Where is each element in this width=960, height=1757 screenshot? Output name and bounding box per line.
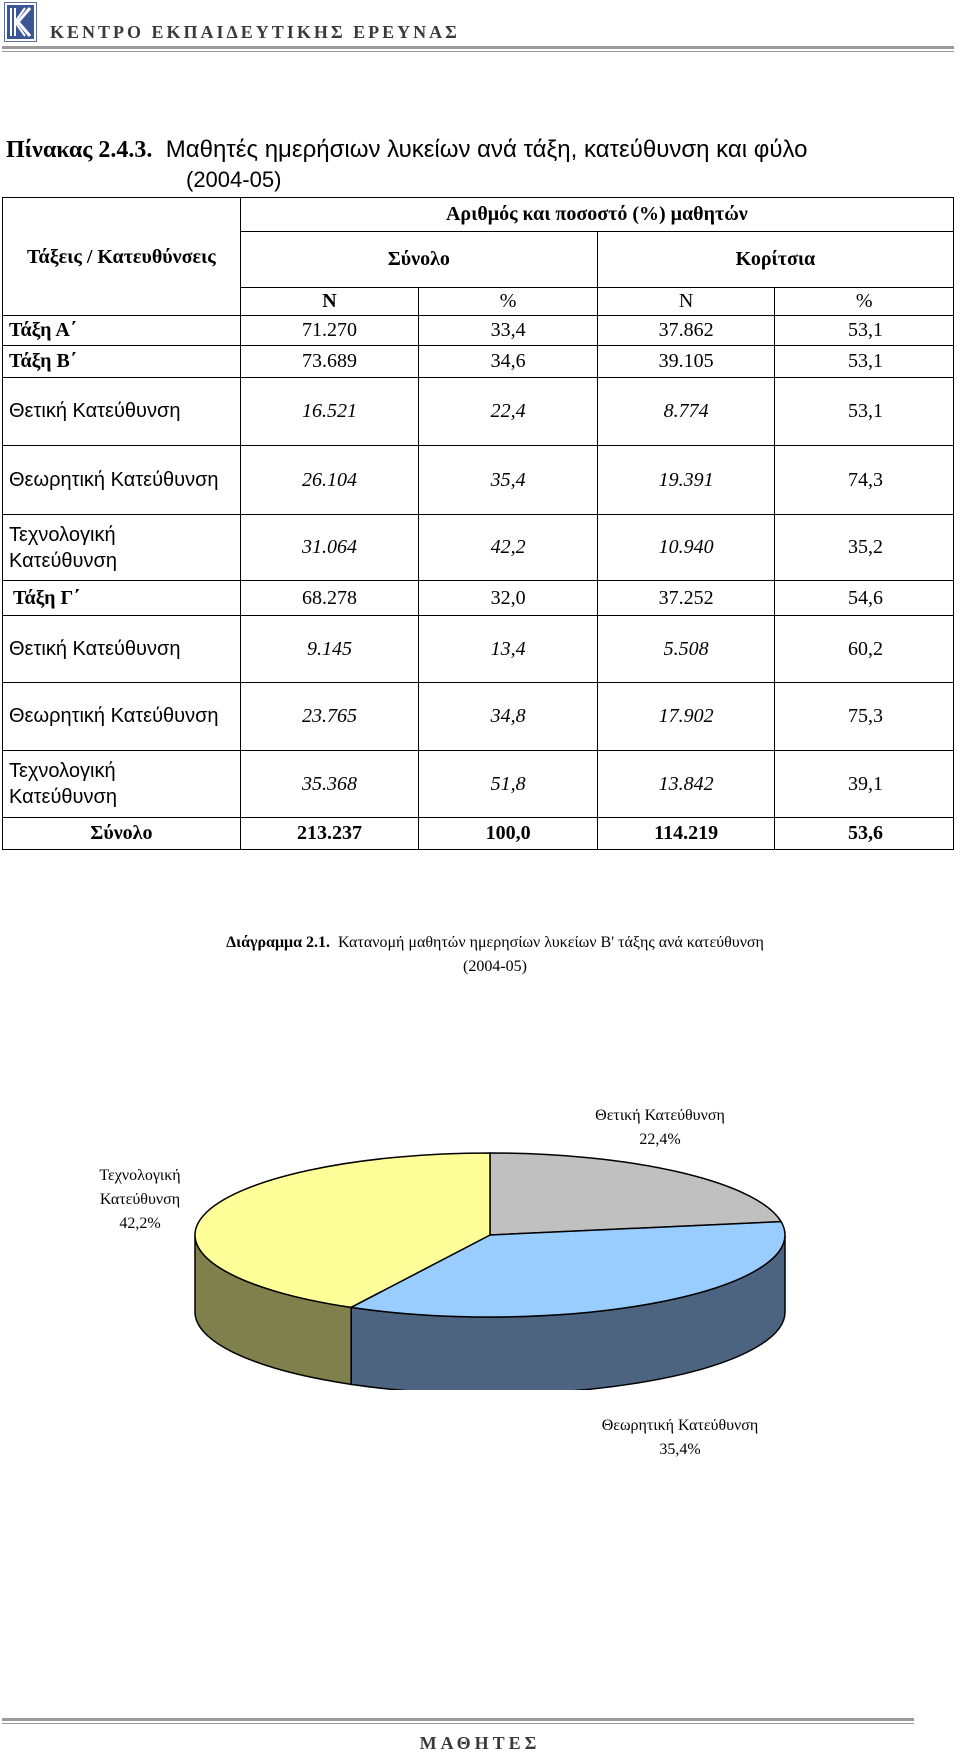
cell-girls-n: 8.774 [597, 378, 774, 446]
label-tech-name2: Κατεύθυνση [99, 1191, 181, 1208]
cell-n: 73.689 [240, 346, 419, 378]
cell-pct: 100,0 [419, 818, 598, 850]
footer-section-title: ΜΑΘΗΤΕΣ [419, 1733, 541, 1753]
diagram-title-text: Κατανομή μαθητών ημερησίων λυκείων Β' τάξης ανά κατεύθυνση [338, 934, 764, 951]
cell-pct: 34,8 [419, 683, 598, 751]
row-label: Τάξη Β΄ [3, 346, 241, 378]
cell-girls-n: 13.842 [597, 751, 774, 818]
cell-pct: 13,4 [419, 616, 598, 683]
cell-girls-pct: 53,6 [775, 818, 954, 850]
label-thetiki-pct: 22,4% [639, 1131, 681, 1148]
cell-n: 213.237 [240, 818, 419, 850]
cell-n: 23.765 [240, 683, 419, 751]
table-number: Πίνακας 2.4.3. [6, 137, 153, 163]
cell-girls-n: 19.391 [597, 446, 774, 515]
table-row [3, 581, 954, 616]
cell-n: 31.064 [240, 515, 419, 581]
cell-girls-pct: 54,6 [775, 581, 954, 616]
table-total-row [3, 818, 954, 850]
cell-girls-pct: 39,1 [775, 751, 954, 818]
cell-girls-pct: 53,1 [775, 346, 954, 378]
table-row [3, 515, 954, 581]
cell-girls-pct: 53,1 [775, 316, 954, 346]
cell-girls-n: 114.219 [597, 818, 774, 850]
cell-pct: 35,4 [419, 446, 598, 515]
row-label: Τεχνολογική Κατεύθυνση [3, 751, 241, 818]
col-total-header: Σύνολο [240, 232, 597, 288]
cell-n: 35.368 [240, 751, 419, 818]
table-row [3, 346, 954, 378]
cell-pct: 34,6 [419, 346, 598, 378]
cell-girls-n: 37.862 [597, 316, 774, 346]
header-rule-thin [2, 51, 954, 52]
diagram-period: (2004-05) [463, 958, 527, 975]
footer-rule [2, 1718, 914, 1721]
cell-pct: 32,0 [419, 581, 598, 616]
table-row [3, 316, 954, 346]
students-table [2, 197, 954, 850]
cell-girls-pct: 75,3 [775, 683, 954, 751]
cell-pct: 22,4 [419, 378, 598, 446]
subheader-girls-n: Ν [597, 288, 774, 316]
cell-n: 26.104 [240, 446, 419, 515]
table-row [3, 683, 954, 751]
cell-girls-pct: 35,2 [775, 515, 954, 581]
cell-girls-n: 5.508 [597, 616, 774, 683]
row-label: Θεωρητική Κατεύθυνση [3, 446, 241, 515]
cell-n: 16.521 [240, 378, 419, 446]
col-girls-header: Κορίτσια [597, 232, 953, 288]
label-tech-pct: 42,2% [119, 1215, 161, 1232]
subheader-girls-pct: % [775, 288, 954, 316]
label-thetiki [560, 1104, 760, 1152]
subheader-pct: % [419, 288, 598, 316]
row-label: Τάξη Γ΄ [3, 581, 241, 616]
row-label: Τάξη Α΄ [3, 316, 241, 346]
cell-girls-pct: 60,2 [775, 616, 954, 683]
cell-girls-n: 10.940 [597, 515, 774, 581]
row-label: Θετική Κατεύθυνση [3, 378, 241, 446]
group-header: Αριθμός και ποσοστό (%) μαθητών [240, 198, 953, 232]
table-row [3, 751, 954, 818]
cell-girls-pct: 74,3 [775, 446, 954, 515]
diagram-number: Διάγραμμα 2.1. [226, 934, 331, 951]
subheader-n: Ν [240, 288, 419, 316]
row-header: Τάξεις / Κατευθύνσεις [3, 198, 241, 316]
cell-pct: 51,8 [419, 751, 598, 818]
label-tech-name1: Τεχνολογική [99, 1167, 181, 1184]
cell-girls-n: 17.902 [597, 683, 774, 751]
table-title [6, 136, 807, 164]
label-thetiki-name: Θετική Κατεύθυνση [595, 1107, 725, 1124]
pie-chart [190, 1150, 790, 1390]
label-theor-name: Θεωρητική Κατεύθυνση [601, 1417, 759, 1434]
row-label: Τεχνολογική Κατεύθυνση [3, 515, 241, 581]
table-row [3, 616, 954, 683]
cell-girls-n: 39.105 [597, 346, 774, 378]
label-theor [570, 1414, 790, 1462]
table-title-text: Μαθητές ημερήσιων λυκείων ανά τάξη, κατεύθυνση και φύλο [165, 136, 808, 163]
cell-pct: 33,4 [419, 316, 598, 346]
row-label: Σύνολο [3, 818, 241, 850]
cell-n: 68.278 [240, 581, 419, 616]
label-tech [80, 1164, 200, 1236]
row-label: Θεωρητική Κατεύθυνση [3, 683, 241, 751]
header-rule [2, 46, 954, 49]
footer-rule-thin [2, 1723, 914, 1724]
table-row [3, 446, 954, 515]
organization-name: ΚΕΝΤΡΟ ΕΚΠΑΙΔΕΥΤΙΚΗΣ ΕΡΕΥΝΑΣ [50, 22, 460, 42]
cell-girls-pct: 53,1 [775, 378, 954, 446]
cell-n: 71.270 [240, 316, 419, 346]
table-row [3, 378, 954, 446]
pie-slice-0 [490, 1153, 781, 1235]
label-theor-pct: 35,4% [659, 1441, 701, 1458]
cell-girls-n: 37.252 [597, 581, 774, 616]
row-label: Θετική Κατεύθυνση [3, 616, 241, 683]
kee-logo-icon [4, 2, 37, 42]
diagram-title [0, 934, 960, 952]
cell-n: 9.145 [240, 616, 419, 683]
cell-pct: 42,2 [419, 515, 598, 581]
table-period: (2004-05) [186, 167, 282, 192]
